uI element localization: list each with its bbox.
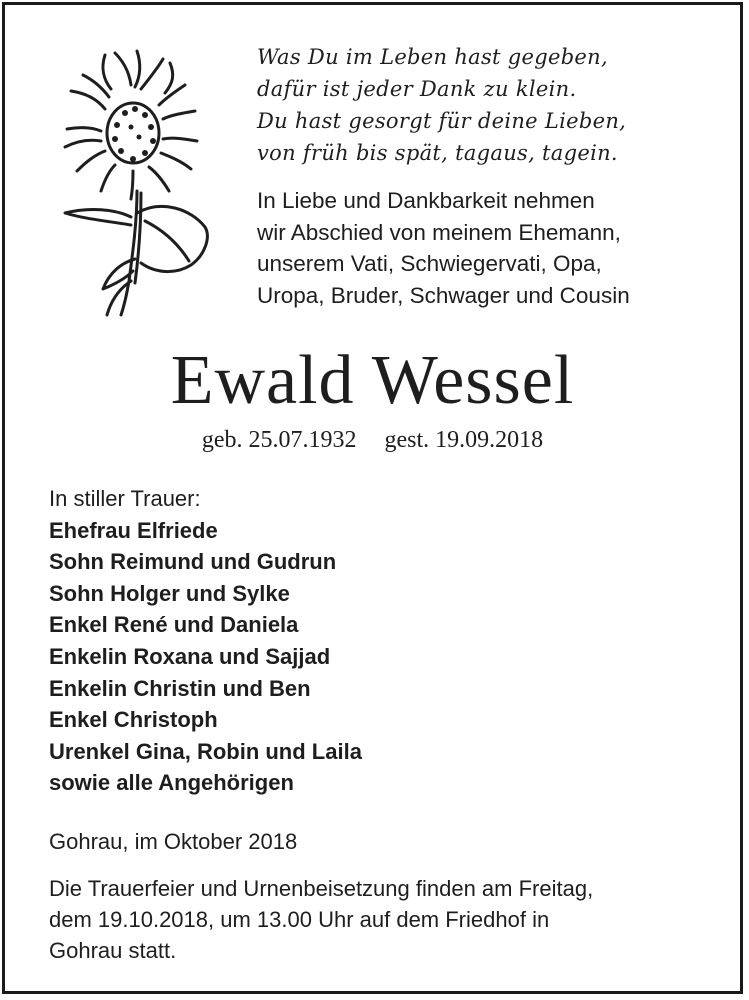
mourner: Urenkel Gina, Robin und Laila — [49, 738, 362, 764]
poem — [257, 41, 626, 169]
service-line: Gohrau statt. — [49, 938, 177, 963]
mourners-list — [49, 483, 362, 799]
mourner: sowie alle Angehörigen — [49, 770, 294, 796]
death-date: gest. 19.09.2018 — [384, 427, 544, 453]
intro-line: Uropa, Bruder, Schwager und Cousin — [257, 282, 630, 308]
mourner: Enkelin Christin und Ben — [49, 675, 311, 701]
intro-line: wir Abschied von meinem Ehemann, — [257, 219, 621, 245]
mourner: Enkel René und Daniela — [49, 612, 299, 638]
obituary-notice — [2, 2, 743, 994]
life-dates — [5, 425, 740, 455]
service-line: dem 19.10.2018, um 13.00 Uhr auf dem Friedhof in — [49, 907, 550, 932]
mourner: Enkel Christoph — [49, 707, 218, 733]
intro-line: unserem Vati, Schwiegervati, Opa, — [257, 251, 602, 276]
poem-line: dafür ist jeder Dank zu klein. — [257, 77, 577, 101]
sunflower-icon — [45, 41, 225, 321]
intro-line: In Liebe und Dankbarkeit nehmen — [257, 188, 595, 213]
intro-text — [257, 185, 630, 311]
birth-date: geb. 25.07.1932 — [201, 427, 357, 453]
service-info — [49, 873, 593, 966]
mourner: Sohn Reimund und Gudrun — [49, 549, 337, 575]
mourner: Enkelin Roxana und Sajjad — [49, 643, 331, 669]
place-date: Gohrau, im Oktober 2018 — [49, 829, 298, 854]
poem-line: von früh bis spät, tagaus, tagein. — [257, 141, 618, 165]
mourner: Ehefrau Elfriede — [49, 517, 218, 543]
mourners-heading: In stiller Trauer: — [49, 486, 201, 511]
mourner: Sohn Holger und Sylke — [49, 580, 290, 606]
poem-line: Du hast gesorgt für deine Lieben, — [257, 109, 627, 133]
service-line: Die Trauerfeier und Urnenbeisetzung finden am Freitag, — [49, 876, 594, 901]
deceased-name: Ewald Wessel — [170, 342, 575, 419]
poem-line: Was Du im Leben hast gegeben, — [257, 45, 608, 69]
